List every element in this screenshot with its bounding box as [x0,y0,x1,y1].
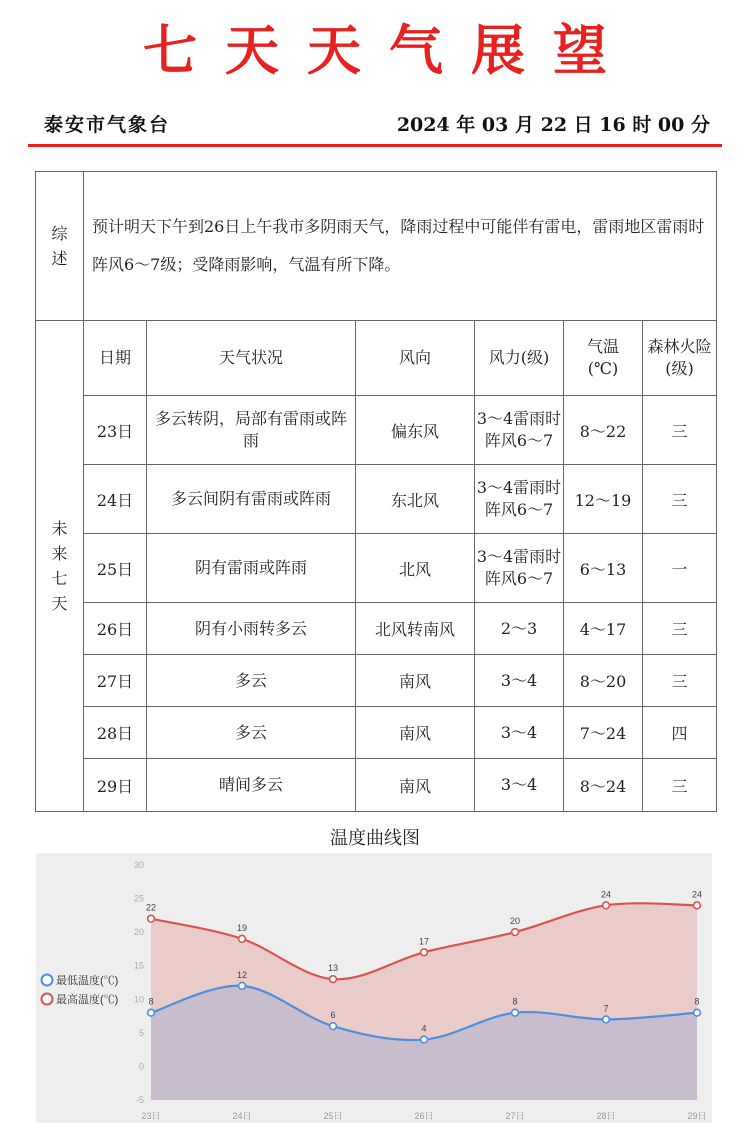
cell-date: 29日 [84,759,147,812]
data-label: 19 [236,922,248,933]
data-point [694,902,701,909]
y-tick-label: 20 [133,927,144,938]
table-row [36,534,717,603]
summary-label-cell [36,172,84,321]
cell-wind-force: 3～4雷雨时阵风6～7 [475,534,564,603]
cell-date: 23日 [84,396,147,465]
chart-title: 温度曲线图 [330,828,420,849]
cell-temperature: 8～22 [564,396,643,465]
table-row [36,603,717,655]
cell-temperature: 8～24 [564,759,643,812]
cell-wind-force: 3～4雷雨时阵风6～7 [475,465,564,534]
cell-wind-direction: 南风 [356,707,475,759]
data-label: 17 [418,936,430,947]
table-row [36,465,717,534]
cell-fire-risk: 三 [643,655,717,707]
y-tick-label: -5 [135,1095,144,1105]
data-label: 8 [148,996,154,1007]
header-wind-direction: 风向 [356,321,475,396]
cell-wind-direction: 南风 [356,759,475,812]
data-point [239,982,246,989]
cell-temperature: 12～19 [564,465,643,534]
cell-wind-direction: 东北风 [356,465,475,534]
data-point [239,935,246,942]
data-label: 4 [421,1023,427,1034]
cell-wind-force: 2～3 [475,603,564,655]
y-tick-label: 10 [133,994,144,1005]
data-point [148,915,155,922]
issued-time: 2024 年 03 月 22 日 16 时 00 分 [396,114,710,136]
page-title: 七天天气展望 [143,18,635,82]
data-point [512,1009,519,1016]
y-tick-label: 5 [138,1027,144,1038]
cell-condition: 多云间阴有雷雨或阵雨 [147,465,356,534]
x-tick-label: 23日 [141,1111,161,1121]
table-row [36,707,717,759]
data-point [330,976,337,983]
data-point [421,1036,428,1043]
cell-fire-risk: 三 [643,603,717,655]
header-row [36,321,717,396]
data-label: 13 [327,963,339,974]
cell-wind-direction: 北风 [356,534,475,603]
cell-date: 28日 [84,707,147,759]
data-point [603,902,610,909]
summary-text: 预计明天下午到26日上午我市多阴雨天气，降雨过程中可能伴有雷电，雷雨地区雷雨时阵风6～7级；受降雨影响，气温有所下降。 [84,172,717,321]
cell-condition: 多云转阴，局部有雷雨或阵雨 [147,396,356,465]
header-temperature: 气温(℃) [564,321,643,396]
header-fire-risk: 森林火险(级) [643,321,717,396]
y-tick-label: 15 [133,960,144,971]
cell-date: 25日 [84,534,147,603]
data-point [148,1009,155,1016]
data-point [330,1023,337,1030]
x-tick-label: 27日 [505,1111,525,1121]
data-label: 8 [512,996,518,1007]
x-tick-label: 24日 [232,1111,252,1121]
cell-temperature: 8～20 [564,655,643,707]
table-row [36,759,717,812]
x-tick-label: 25日 [323,1111,343,1121]
cell-fire-risk: 四 [643,707,717,759]
data-label: 7 [603,1003,609,1014]
cell-condition: 多云 [147,707,356,759]
data-label: 8 [694,996,700,1007]
cell-date: 24日 [84,465,147,534]
cell-date: 27日 [84,655,147,707]
temperature-chart [36,853,712,1123]
forecast-table [35,171,717,812]
meta-row [44,110,710,142]
header-date: 日期 [84,321,147,396]
x-tick-label: 26日 [414,1111,434,1121]
cell-fire-risk: 三 [643,759,717,812]
x-tick-label: 28日 [596,1111,616,1121]
table-row [36,396,717,465]
data-point [603,1016,610,1023]
cell-condition: 阴有小雨转多云 [147,603,356,655]
data-label: 24 [600,889,612,900]
cell-fire-risk: 一 [643,534,717,603]
data-point [694,1009,701,1016]
y-tick-label: 0 [138,1061,144,1072]
cell-date: 26日 [84,603,147,655]
cell-condition: 晴间多云 [147,759,356,812]
cell-wind-force: 3～4 [475,759,564,812]
cell-fire-risk: 三 [643,465,717,534]
data-point [512,929,519,936]
summary-label: 综述 [51,224,68,268]
issuer: 泰安市气象台 [44,114,171,136]
cell-wind-force: 3～4 [475,707,564,759]
title-divider [28,144,722,147]
cell-wind-force: 3～4雷雨时阵风6～7 [475,396,564,465]
x-tick-label: 29日 [687,1111,707,1121]
forecast-side-label: 未来七天 [51,519,68,613]
legend-marker [42,975,53,986]
y-tick-label: 25 [133,893,144,904]
legend-marker [42,994,53,1005]
header-condition: 天气状况 [147,321,356,396]
cell-temperature: 7～24 [564,707,643,759]
cell-wind-direction: 南风 [356,655,475,707]
table-row [36,655,717,707]
data-label: 6 [330,1010,336,1021]
data-point [421,949,428,956]
data-label: 22 [145,902,157,913]
forecast-side-label-cell [36,321,84,812]
summary-row [36,172,717,321]
cell-wind-direction: 北风转南风 [356,603,475,655]
data-label: 12 [236,969,248,980]
y-tick-label: 30 [133,860,144,870]
cell-condition: 多云 [147,655,356,707]
cell-wind-force: 3～4 [475,655,564,707]
cell-wind-direction: 偏东风 [356,396,475,465]
legend-label: 最高温度(℃) [56,994,119,1006]
legend-label: 最低温度(℃) [56,975,119,987]
cell-temperature: 6～13 [564,534,643,603]
cell-fire-risk: 三 [643,396,717,465]
header-wind-force: 风力(级) [475,321,564,396]
data-label: 20 [509,916,521,927]
cell-temperature: 4～17 [564,603,643,655]
data-label: 24 [691,889,703,900]
cell-condition: 阴有雷雨或阵雨 [147,534,356,603]
